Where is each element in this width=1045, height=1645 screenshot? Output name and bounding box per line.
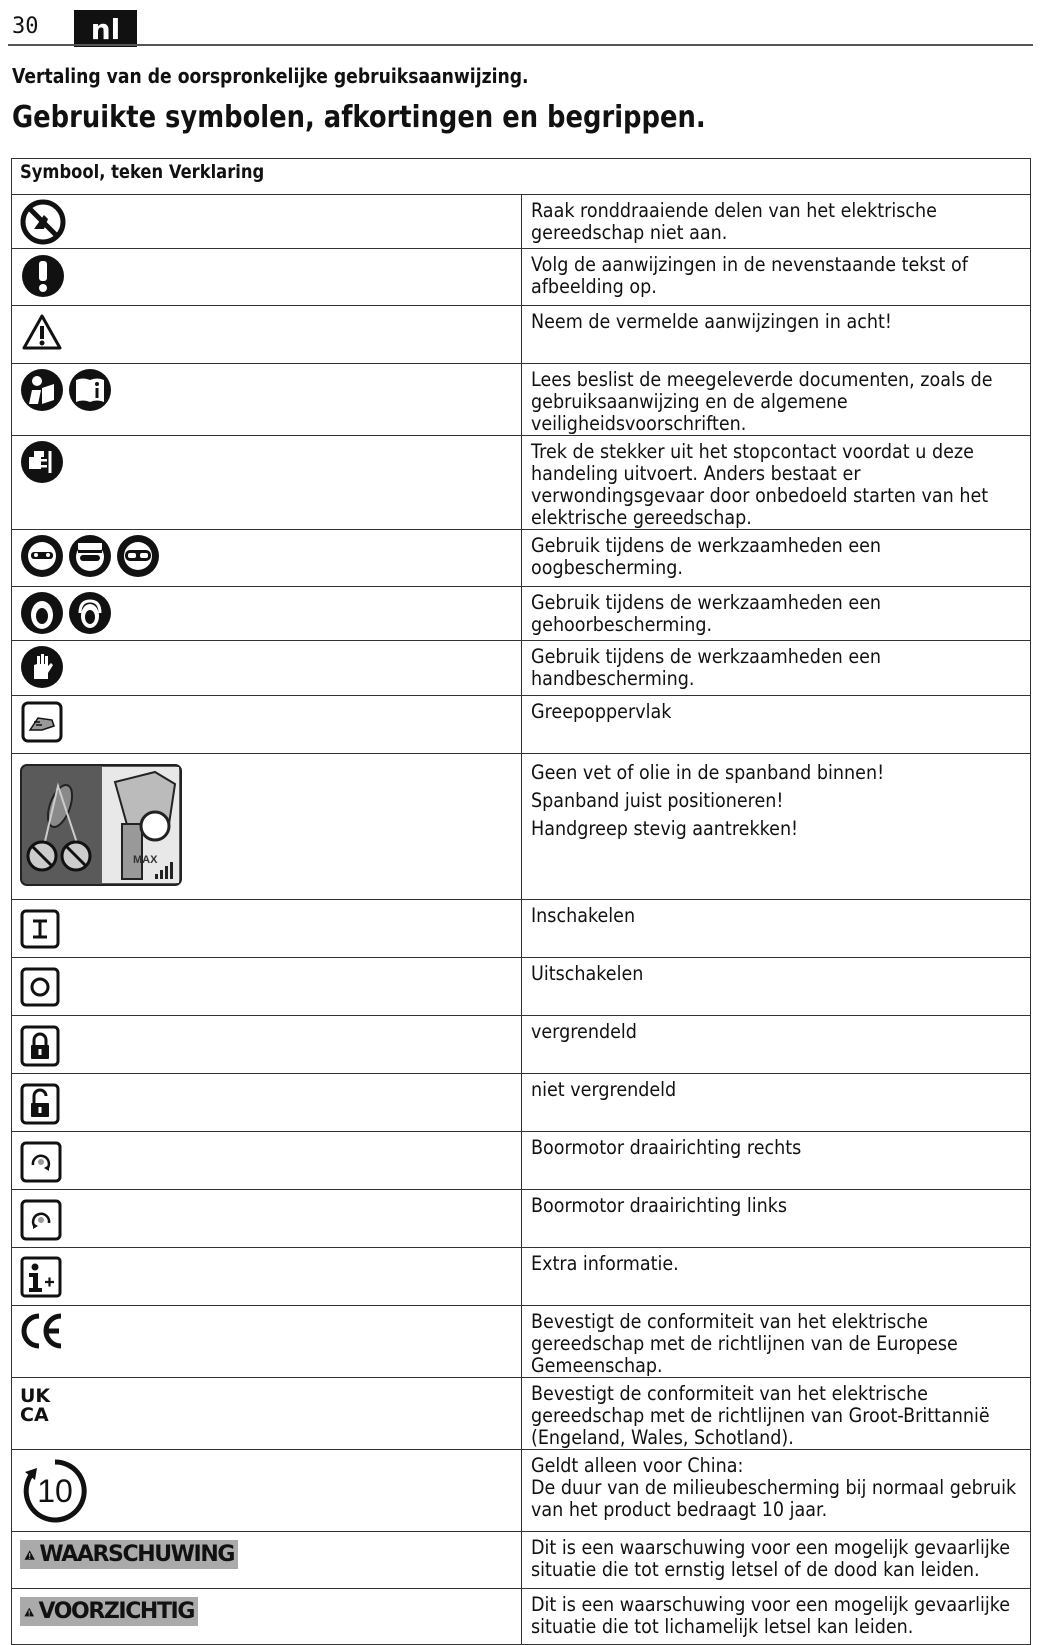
table-row: Bevestigt de conformiteit van het elektrische gereedschap met de richtlijnen van de Europese Gemeenschap. — [12, 1306, 1031, 1378]
face-shield-icon — [68, 534, 112, 578]
china-10-year-number: 10 — [37, 1473, 73, 1509]
warning-label: WAARSCHUWING — [20, 1540, 238, 1569]
glove-icon — [20, 645, 64, 689]
table-row: MAX Geen vet of olie in de spanband binnen! Spanband juist positioneren! Handgreep stevig aantrekken! — [12, 754, 1031, 900]
table-row: 10 Geldt alleen voor China: De duur van de milieubescherming bij normaal gebruik van het product bedraagt 10 jaar. — [12, 1450, 1031, 1532]
table-row: Greepoppervlak — [12, 696, 1031, 754]
china-10-year-icon — [20, 1456, 90, 1526]
table-row: Extra informatie. — [12, 1248, 1031, 1306]
locked-icon — [20, 1025, 60, 1067]
table-row: Neem de vermelde aanwijzingen in acht! — [12, 306, 1031, 364]
table-row: Volg de aanwijzingen in de nevenstaande tekst of afbeelding op. — [12, 249, 1031, 306]
read-manual-icons — [20, 368, 521, 412]
ear-protection-icons — [20, 591, 521, 635]
ukca-mark-top: UK — [20, 1385, 51, 1407]
table-row: Gebruik tijdens de werkzaamheden een oogbescherming. — [12, 530, 1031, 587]
table-row: Raak ronddraaiende delen van het elektrische gereedschap niet aan. — [12, 195, 1031, 249]
goggles-icon — [116, 534, 160, 578]
rotation-left-icon — [20, 1199, 62, 1241]
unplug-icon — [20, 440, 64, 484]
warning-triangle-icon — [24, 1601, 34, 1623]
subtitle: Vertaling van de oorspronkelijke gebruiksaanwijzing. — [12, 64, 529, 88]
mandatory-exclamation-icon — [20, 253, 66, 299]
switch-on-icon — [20, 909, 60, 949]
table-row: Inschakelen — [12, 900, 1031, 958]
table-row: niet vergrendeld — [12, 1074, 1031, 1132]
table-row: WAARSCHUWING Dit is een waarschuwing voor een mogelijk gevaarlijke situatie die tot ernstig letsel of de dood kan leiden. — [12, 1532, 1031, 1589]
no-touch-rotating-icon — [20, 199, 66, 245]
table-row: Gebruik tijdens de werkzaamheden een gehoorbescherming. — [12, 587, 1031, 641]
table-row: UK CA Bevestigt de conformiteit van het elektrische gereedschap met de richtlijnen van Groot-Brittannië (Engeland, Wales, Schotland). — [12, 1378, 1031, 1450]
page-number: 30 — [12, 14, 39, 39]
table-row: Boormotor draairichting rechts — [12, 1132, 1031, 1190]
ukca-mark-icon — [20, 1384, 60, 1424]
warning-triangle-icon — [24, 1544, 35, 1566]
info-plus-icon — [20, 1256, 62, 1298]
grip-surface-icon — [20, 700, 64, 744]
ear-protection-icon — [20, 591, 64, 635]
header-rule — [8, 44, 1033, 46]
unlocked-icon — [20, 1083, 60, 1125]
table-row: Uitschakelen — [12, 958, 1031, 1016]
caution-label: VOORZICHTIG — [20, 1597, 198, 1626]
eye-protection-icon — [20, 534, 64, 578]
rotation-right-icon — [20, 1141, 62, 1183]
read-manual-icon — [20, 368, 64, 412]
table-row: vergrendeld — [12, 1016, 1031, 1074]
table-row: Boormotor draairichting links — [12, 1190, 1031, 1248]
max-label: MAX — [133, 854, 158, 866]
clamping-band-illustration — [20, 764, 182, 886]
symbols-table — [11, 158, 1031, 1645]
ukca-mark-bottom: CA — [20, 1404, 49, 1424]
eye-protection-icons — [20, 534, 521, 578]
table-row: Lees beslist de meegeleverde documenten, zoals de gebruiksaanwijzing en de algemene veiligheidsvoorschriften. — [12, 364, 1031, 436]
page-title: Gebruikte symbolen, afkortingen en begrippen. — [12, 100, 706, 135]
language-tab: nl — [74, 10, 137, 47]
manual-info-icon — [68, 368, 112, 412]
table-row: VOORZICHTIG Dit is een waarschuwing voor een mogelijk gevaarlijke situatie die tot lichamelijk letsel kan leiden. — [12, 1589, 1031, 1645]
ce-mark-icon — [20, 1312, 66, 1350]
warning-triangle-icon — [20, 310, 64, 354]
switch-off-icon — [20, 967, 60, 1007]
table-row: Trek de stekker uit het stopcontact voordat u deze handeling uitvoert. Anders bestaat er verwondingsgevaar door onbedoeld starten van het elektrische gereedschap. — [12, 436, 1031, 530]
table-header: Symbool, teken Verklaring — [12, 159, 1031, 195]
table-row: Gebruik tijdens de werkzaamheden een handbescherming. — [12, 641, 1031, 696]
ear-muffs-icon — [68, 591, 112, 635]
